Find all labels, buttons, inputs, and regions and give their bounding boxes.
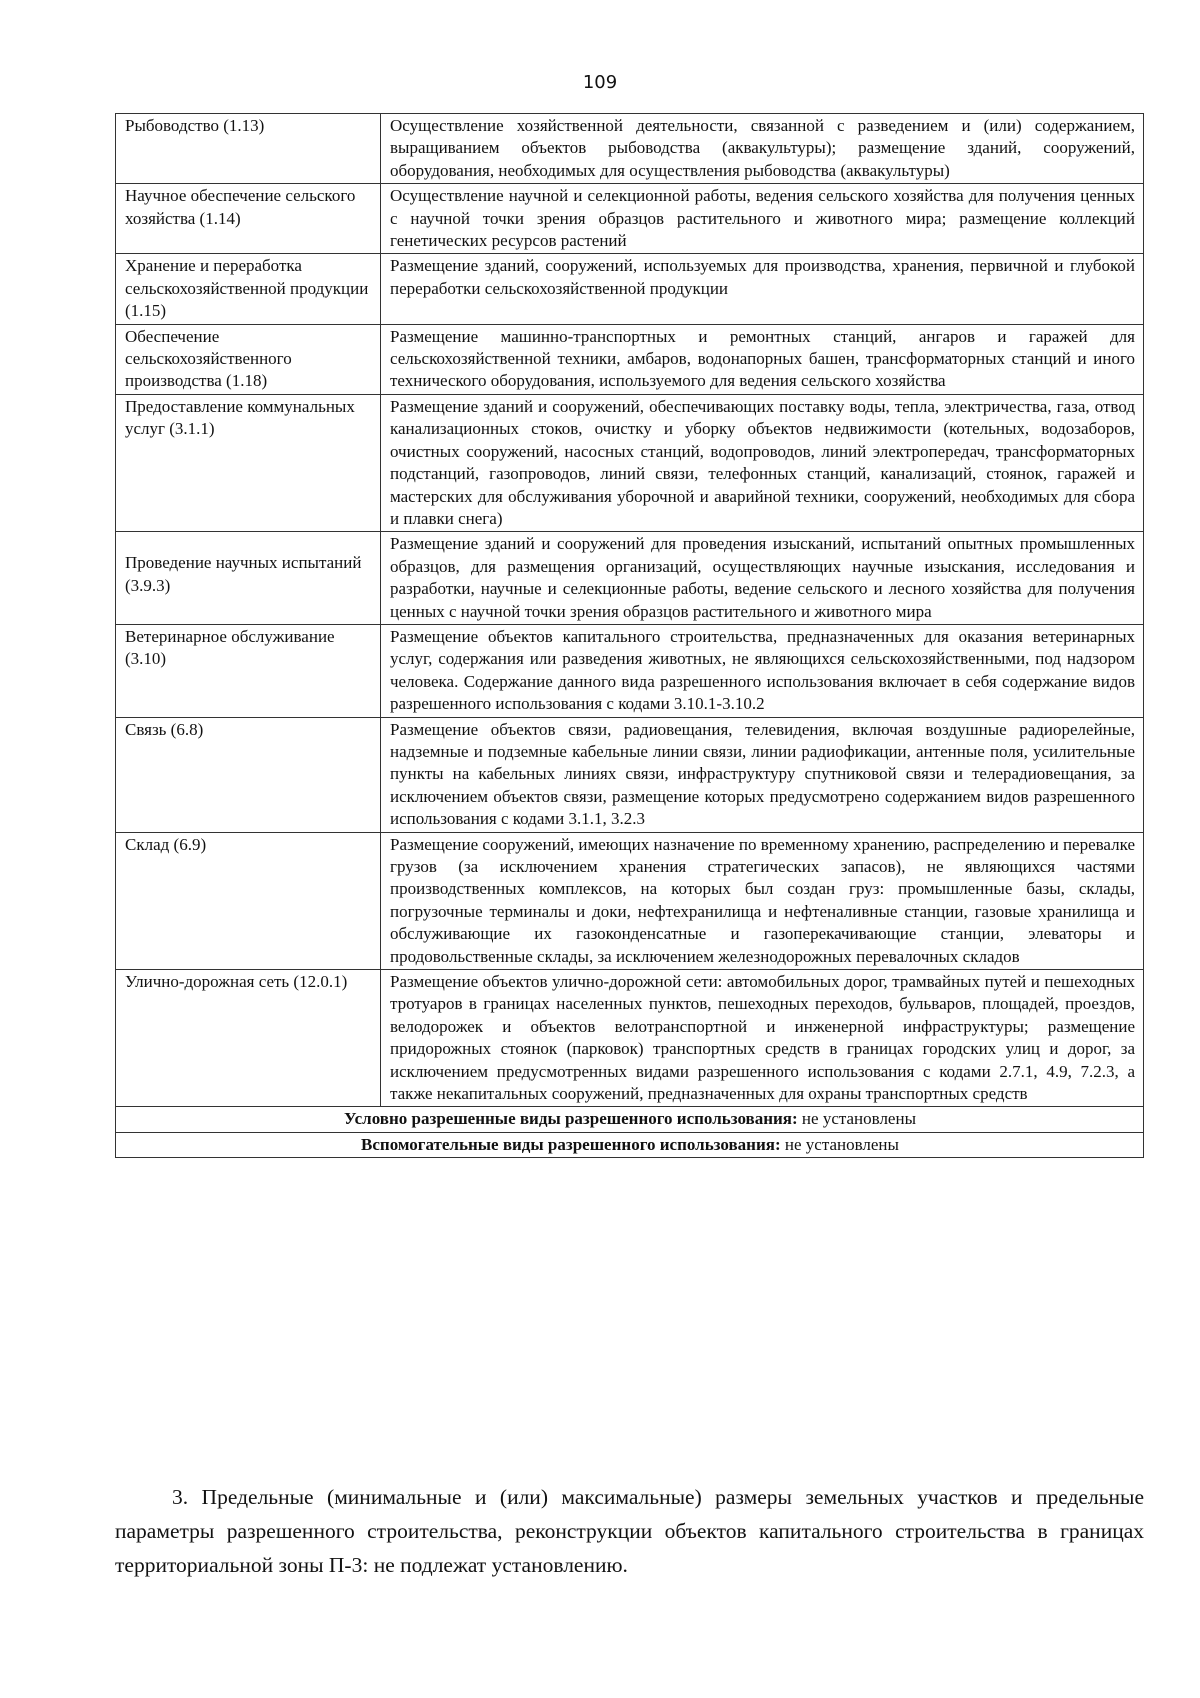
conditional-uses-label: Условно разрешенные виды разрешенного использования:	[344, 1109, 798, 1129]
permitted-uses-table	[115, 113, 1144, 1158]
conditional-uses-row	[116, 1107, 1144, 1132]
use-type-name: Склад (6.9)	[116, 832, 381, 969]
use-type-description: Размещение зданий и сооружений для проведения изысканий, испытаний опытных промышленных образцов, для размещения организаций, осуществляющих научные изыскания, исследования и разработки, научные и селекционные работы, ведение сельского и лесного хозяйства для получения ценных с научной точки зрения образцов растительного и животного мира	[381, 532, 1144, 625]
table-row	[116, 532, 1144, 625]
use-type-name: Связь (6.8)	[116, 717, 381, 832]
table-row	[116, 624, 1144, 717]
conditional-uses-cell	[116, 1107, 1144, 1132]
table-row	[116, 114, 1144, 184]
auxiliary-uses-value: не установлены	[780, 1134, 899, 1154]
page-number: 109	[582, 72, 618, 93]
table-row	[116, 184, 1144, 254]
use-type-name: Хранение и переработка сельскохозяйственной продукции (1.15)	[116, 254, 381, 324]
use-type-name: Улично-дорожная сеть (12.0.1)	[116, 970, 381, 1107]
use-type-name: Предоставление коммунальных услуг (3.1.1)	[116, 394, 381, 531]
use-type-description: Размещение объектов капитального строительства, предназначенных для оказания ветеринарных услуг, содержания или разведения животных, не являющихся сельскохозяйственными, под надзором человека. Содержание данного вида разрешенного использования включает в себя содержание видов разрешенного использования с кодами 3.10.1-3.10.2	[381, 624, 1144, 717]
use-type-description: Размещение машинно-транспортных и ремонтных станций, ангаров и гаражей для сельскохозяйственной техники, амбаров, водонапорных башен, трансформаторных станций и иного технического оборудования, используемого для ведения сельского хозяйства	[381, 324, 1144, 394]
table-row	[116, 254, 1144, 324]
use-type-description: Размещение зданий и сооружений, обеспечивающих поставку воды, тепла, электричества, газа, отвод канализационных стоков, очистку и уборку объектов недвижимости (котельных, водозаборов, очистных сооружений, насосных станций, водопроводов, линий электропередач, трансформаторных подстанций, газопроводов, линий связи, телефонных станций, канализаций, стоянок, гаражей и мастерских для обслуживания уборочной и аварийной техники, сооружений, необходимых для сбора и плавки снега)	[381, 394, 1144, 531]
conditional-uses-value: не установлены	[797, 1109, 916, 1129]
use-type-description: Размещение объектов связи, радиовещания, телевидения, включая воздушные радиорелейные, надземные и подземные кабельные линии связи, линии радиофикации, антенные поля, усилительные пункты на кабельных линиях связи, инфраструктуру спутниковой связи и телерадиовещания, за исключением объектов связи, размещение которых предусмотрено содержанием видов разрешенного использования с кодами 3.1.1, 3.2.3	[381, 717, 1144, 832]
use-type-description: Размещение зданий, сооружений, используемых для производства, хранения, первичной и глубокой переработки сельскохозяйственной продукции	[381, 254, 1144, 324]
use-type-description: Осуществление научной и селекционной работы, ведения сельского хозяйства для получения ценных с научной точки зрения образцов растительного и животного мира; размещение коллекций генетических ресурсов растений	[381, 184, 1144, 254]
table-row	[116, 394, 1144, 531]
auxiliary-uses-row	[116, 1132, 1144, 1157]
auxiliary-uses-cell	[116, 1132, 1144, 1157]
table-row	[116, 970, 1144, 1107]
use-type-name: Ветеринарное обслуживание (3.10)	[116, 624, 381, 717]
table-row	[116, 832, 1144, 969]
use-type-name: Рыбоводство (1.13)	[116, 114, 381, 184]
table-row	[116, 324, 1144, 394]
use-type-name: Научное обеспечение сельского хозяйства (1.14)	[116, 184, 381, 254]
use-type-name: Обеспечение сельскохозяйственного производства (1.18)	[116, 324, 381, 394]
use-type-description: Осуществление хозяйственной деятельности, связанной с разведением и (или) содержанием, выращиванием объектов рыбоводства (аквакультуры); размещение зданий, сооружений, оборудования, необходимых для осуществления рыбоводства (аквакультуры)	[381, 114, 1144, 184]
use-type-name: Проведение научных испытаний (3.9.3)	[116, 532, 381, 625]
use-type-description: Размещение объектов улично-дорожной сети: автомобильных дорог, трамвайных путей и пешеходных тротуаров в границах населенных пунктов, пешеходных переходов, бульваров, площадей, проездов, велодорожек и объектов велотранспортной и инженерной инфраструктуры; размещение придорожных стоянок (парковок) транспортных средств в границах городских улиц и дорог, за исключением предусмотренных видами разрешенного использования с кодами 2.7.1, 4.9, 7.2.3, а также некапитальных сооружений, предназначенных для охраны транспортных средств	[381, 970, 1144, 1107]
use-type-description: Размещение сооружений, имеющих назначение по временному хранению, распределению и перевалке грузов (за исключением хранения стратегических запасов), не являющихся частями производственных комплексов, на которых был создан груз: промышленные базы, склады, погрузочные терминалы и доки, нефтехранилища и нефтеналивные станции, газовые хранилища и обслуживающие их газоконденсатные и газоперекачивающие станции, элеваторы и продовольственные склады, за исключением железнодорожных перевалочных складов	[381, 832, 1144, 969]
table-row	[116, 717, 1144, 832]
auxiliary-uses-label: Вспомогательные виды разрешенного использования:	[361, 1134, 781, 1154]
limits-paragraph: 3. Предельные (минимальные и (или) максимальные) размеры земельных участков и предельные параметры разрешенного строительства, реконструкции объектов капитального строительства в границах территориальной зоны П-3: не подлежат установлению.	[115, 1484, 1144, 1577]
